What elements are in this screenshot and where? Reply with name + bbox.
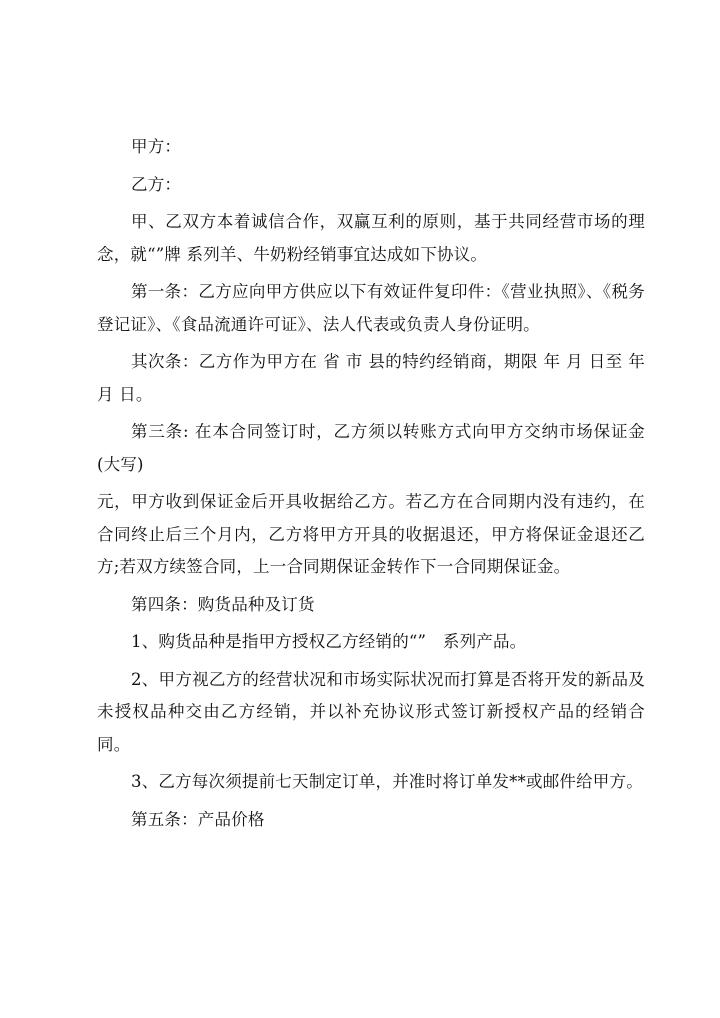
paragraph-article-4-item-3: 3、乙方每次须提前七天制定订单，并准时将订单发**或邮件给甲方。 [131, 772, 643, 791]
paragraph-article-3-continued: 元，甲方收到保证金后开具收据给乙方。若乙方在合同期内没有违约，在合同终止后三个月内，乙方将甲方开具的收据退还，甲方将保证金退还乙方;若双方续签合同，上一合同期保证金转作下一合同期保证金。 [97, 492, 645, 576]
paragraph-party-b: 乙方： [131, 174, 182, 194]
paragraph-article-5: 第五条：产品价格 [131, 809, 265, 829]
paragraph-article-4-item-1: 1、购货品种是指甲方授权乙方经销的“” 系列产品。 [131, 632, 527, 651]
paragraph-article-3: 第三条: 在本合同签订时，乙方须以转账方式向甲方交纳市场保证金(大写) [97, 422, 645, 474]
paragraph-article-4: 第四条：购货品种及订货 [131, 594, 315, 614]
paragraph-article-2: 其次条：乙方作为甲方在 省 市 县的特约经销商，期限 年 月 日至 年 月 日。 [97, 352, 645, 404]
paragraph-article-4-item-2: 2、甲方视乙方的经营状况和市场实际状况而打算是否将开发的新品及未授权品种交由乙方经销，并以补充协议形式签订新授权产品的经销合同。 [97, 669, 645, 754]
paragraph-preamble: 甲、乙双方本着诚信合作，双赢互利的原则，基于共同经营市场的理念，就“”牌 系列羊、牛奶粉经销事宜达成如下协议。 [97, 212, 645, 264]
document-body [97, 131, 645, 841]
paragraph-party-a: 甲方： [131, 137, 182, 156]
paragraph-article-1: 第一条：乙方应向甲方供应以下有效证件复印件：《营业执照》、《税务登记证》、《食品流通许可证》、法人代表或负责人身份证明。 [97, 282, 645, 334]
